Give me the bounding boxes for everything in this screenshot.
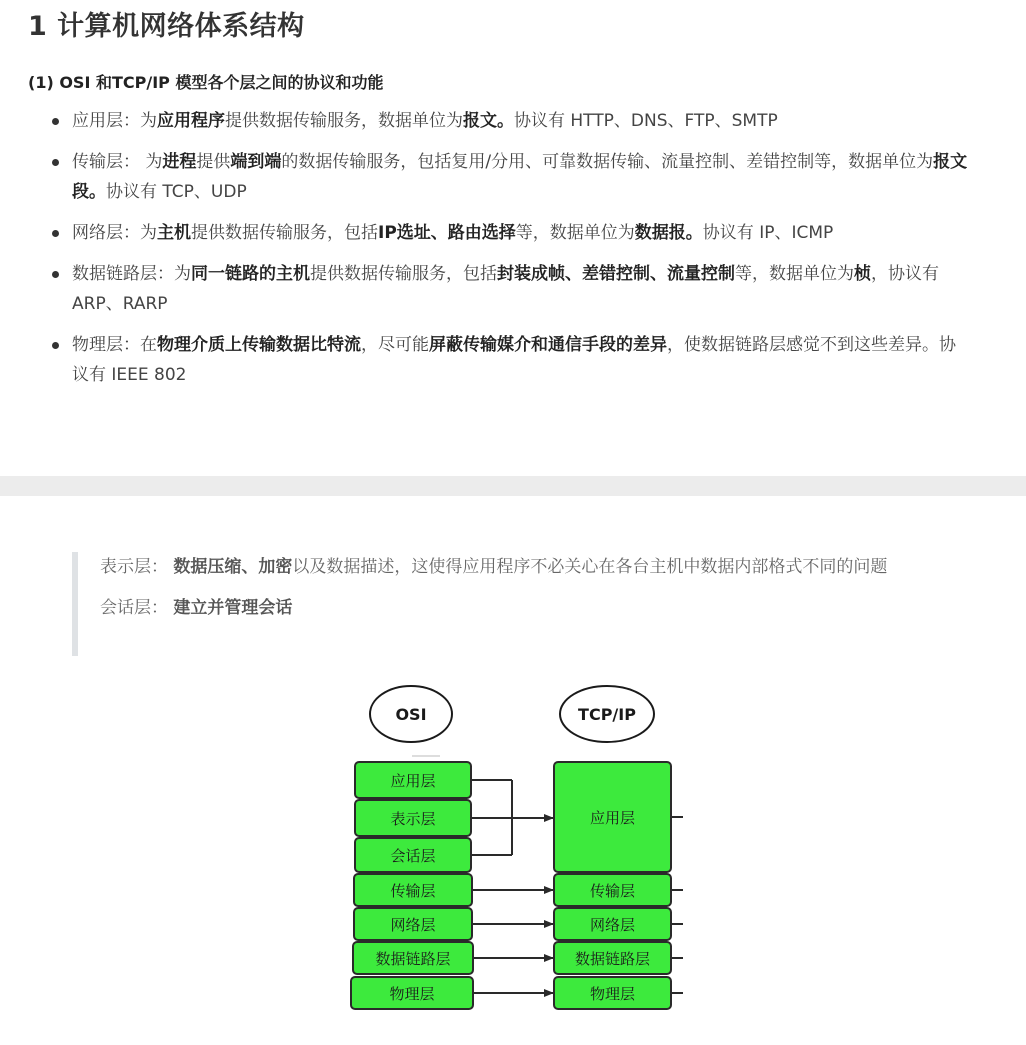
tcpip-layer-label: 数据链路层 [574,950,651,968]
tcpip-layer-label: 传输层 [589,882,636,900]
diagram-svg [340,680,690,1020]
list-item-data-link-layer: 数据链路层：为同一链路的主机提供数据传输服务，包括封装成帧、差错控制、流量控制等，数据单位为桢，协议有 ARP、RARP [72,259,972,319]
osi-label: OSI [395,705,427,724]
page-title: 1 计算机网络体系结构 [28,11,305,42]
osi-layer-label: 表示层 [390,810,436,828]
section-divider [0,476,1026,496]
osi-layer-box [355,762,471,798]
tcpip-layer-box [554,942,671,974]
list-item-application-layer: 应用层：为应用程序提供数据传输服务，数据单位为报文。协议有 HTTP、DNS、FTP、SMTP [72,106,972,136]
tcpip-layer-box [554,762,671,872]
tcpip-label: TCP/IP [578,705,636,724]
tcpip-layer-label: 物理层 [589,985,636,1003]
osi-layer-box [354,874,472,906]
osi-stack [351,762,473,1009]
osi-layer-label: 会话层 [390,847,436,865]
tcpip-layer-label: 网络层 [589,916,636,934]
layer-name: 物理层 [72,335,123,355]
layer-name: 网络层 [72,223,123,243]
tcpip-layer-box [554,874,671,906]
tcpip-layer-box [554,908,671,940]
list-item-physical-layer: 物理层：在物理介质上传输数据比特流，尽可能屏蔽传输媒介和通信手段的差异，使数据链路层感觉不到这些差异。协议有 IEEE 802 [72,330,972,390]
list-item-transport-layer: 传输层： 为进程提供端到端的数据传输服务，包括复用/分用、可靠数据传输、流量控制、差错控制等，数据单位为报文段。协议有 TCP、UDP [72,147,972,207]
osi-layer-box [355,838,471,872]
blockquote [72,552,932,656]
list-item-network-layer: 网络层：为主机提供数据传输服务，包括IP选址、路由选择等，数据单位为数据报。协议有 IP、ICMP [72,218,972,248]
osi-layer-box [353,942,473,974]
osi-layer-label: 网络层 [390,916,436,934]
osi-layer-label: 应用层 [390,772,436,790]
osi-layer-label: 传输层 [390,882,436,900]
layer-list [48,106,972,401]
section-subtitle: (1) OSI 和TCP/IP 模型各个层之间的协议和功能 [28,73,384,92]
tcpip-layer-box [554,977,671,1009]
osi-layer-label: 数据链路层 [375,950,451,968]
osi-tcpip-diagram [340,680,690,1024]
osi-layer-box [354,908,472,940]
quote-session-layer: 会话层： 建立并管理会话 [100,598,293,618]
tcpip-stack [554,762,671,1009]
osi-layer-label: 物理层 [389,985,435,1003]
layer-name: 应用层 [72,111,123,131]
osi-layer-box [351,977,473,1009]
tcpip-layer-label: 应用层 [589,809,636,827]
osi-layer-box [355,800,471,836]
layer-name: 传输层 [72,152,123,172]
quote-presentation-layer: 表示层： 数据压缩、加密以及数据描述，这使得应用程序不必关心在各台主机中数据内部格式不同的问题 [100,557,888,577]
layer-name: 数据链路层 [72,264,157,284]
